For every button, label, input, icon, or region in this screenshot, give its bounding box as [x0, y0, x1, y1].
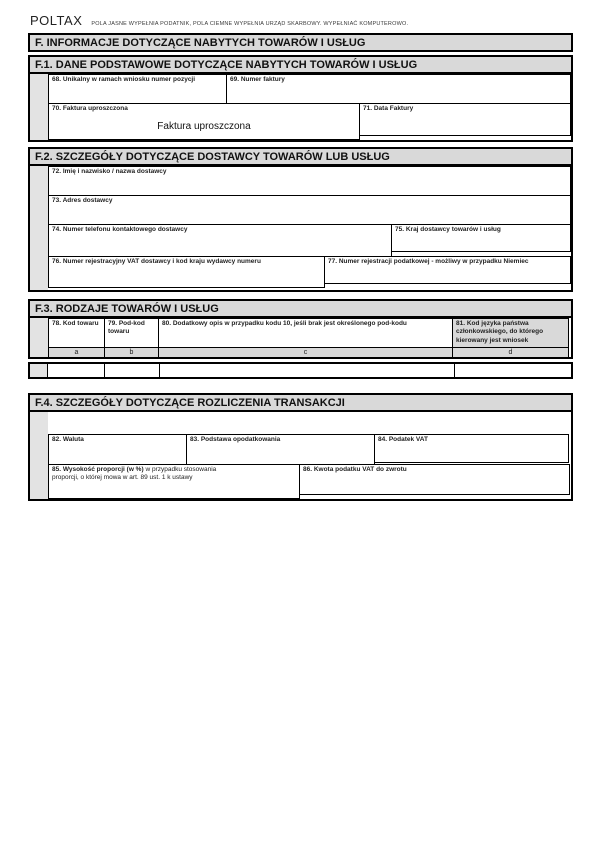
field-84-box[interactable]: [374, 434, 569, 463]
form-header-line: [30, 0, 573, 28]
field-76-label: 76. Numer rejestracyjny VAT dostawcy i kod kraju wydawcy numeru: [52, 258, 261, 265]
field-77-box[interactable]: [324, 256, 571, 284]
field-74-label: 74. Numer telefonu kontaktowego dostawcy: [52, 226, 188, 233]
field-74-box[interactable]: [48, 224, 392, 257]
field-85-label-rest: w przypadku stosowania proporcji, o której mowa w art. 89 ust. 1 k ustawy: [52, 466, 217, 482]
field-70-value: Faktura uproszczona: [157, 121, 251, 133]
field-77-label: 77. Numer rejestracji podatkowej - możliwy w przypadku Niemiec: [328, 258, 529, 265]
goods-entry-row: [28, 362, 573, 379]
entry-cell-c[interactable]: [160, 364, 455, 377]
field-73-box[interactable]: [48, 195, 571, 225]
fill-instructions: POLA JASNE WYPEŁNIA PODATNIK, POLA CIEMNE WYPEŁNIA URZĄD SKARBOWY. WYPEŁNIAĆ KOMPUTEROWO.: [91, 21, 409, 27]
field-71-box[interactable]: [359, 103, 571, 136]
field-82-label: 82. Waluta: [52, 436, 84, 443]
column-letter-b: b: [104, 347, 159, 358]
field-80-label: 80. Dodatkowy opis w przypadku kodu 10, jeśli brak jest określonego pod-kodu: [162, 320, 407, 327]
field-85-box[interactable]: [48, 464, 300, 499]
office-use-strip: [30, 74, 48, 140]
field-70-box[interactable]: [48, 103, 360, 140]
field-68-box[interactable]: [48, 74, 227, 104]
office-use-strip: [30, 166, 48, 290]
office-use-cell: [30, 364, 48, 377]
field-69-box[interactable]: [226, 74, 571, 104]
field-69-label: 69. Numer faktury: [230, 76, 285, 83]
field-83-box[interactable]: [186, 434, 375, 465]
column-letter-d: d: [452, 347, 569, 358]
field-72-box[interactable]: [48, 166, 571, 196]
field-82-box[interactable]: [48, 434, 187, 465]
field-75-box[interactable]: [391, 224, 571, 252]
column-81-header: [452, 318, 569, 348]
column-letter-a: a: [48, 347, 105, 358]
column-78-header: [48, 318, 105, 348]
field-71-label: 71. Data Faktury: [363, 105, 414, 112]
field-81-label: 81. Kod języka państwa członkowskiego, do którego kierowany jest wniosek: [456, 320, 544, 344]
entry-cell-d[interactable]: [455, 364, 571, 377]
field-86-box[interactable]: [299, 464, 570, 495]
field-84-label: 84. Podatek VAT: [378, 436, 428, 443]
field-86-label: 86. Kwota podatku VAT do zwrotu: [303, 466, 407, 473]
field-85-label-bold: 85. Wysokość proporcji (w %): [52, 466, 144, 473]
entry-cell-b[interactable]: [105, 364, 160, 377]
section-f1-header: F.1. DANE PODSTAWOWE DOTYCZĄCE NABYTYCH TOWARÓW I USŁUG: [28, 55, 573, 74]
section-f3-table: [28, 316, 573, 359]
field-76-box[interactable]: [48, 256, 325, 288]
section-f4-header: F.4. SZCZEGÓŁY DOTYCZĄCE ROZLICZENIA TRANSAKCJI: [28, 393, 573, 412]
field-70-label: 70. Faktura uproszczona: [52, 105, 128, 112]
section-f-header: F. INFORMACJE DOTYCZĄCE NABYTYCH TOWARÓW I USŁUG: [28, 33, 573, 52]
field-75-label: 75. Kraj dostawcy towarów i usług: [395, 226, 501, 233]
section-f2-header: F.2. SZCZEGÓŁY DOTYCZĄCE DOSTAWCY TOWARÓW LUB USŁUG: [28, 147, 573, 166]
field-79-label: 79. Pod-kod towaru: [108, 320, 145, 336]
section-f4-body: [28, 410, 573, 501]
section-f3-header: F.3. RODZAJE TOWARÓW I USŁUG: [28, 299, 573, 318]
field-83-label: 83. Podstawa opodatkowania: [190, 436, 281, 443]
entry-cell-a[interactable]: [48, 364, 105, 377]
column-79-header: [104, 318, 159, 348]
field-72-label: 72. Imię i nazwisko / nazwa dostawcy: [52, 168, 167, 175]
column-letter-c: c: [158, 347, 453, 358]
column-80-header: [158, 318, 453, 348]
field-68-label: 68. Unikalny w ramach wniosku numer pozycji: [52, 76, 196, 83]
field-78-label: 78. Kod towaru: [52, 320, 99, 327]
section-f1-body: [28, 72, 573, 142]
poltax-logo: POLTAX: [30, 13, 83, 28]
section-f2-body: [28, 164, 573, 292]
field-73-label: 73. Adres dostawcy: [52, 197, 113, 204]
office-use-strip: [30, 318, 48, 357]
office-use-strip: [30, 412, 48, 499]
